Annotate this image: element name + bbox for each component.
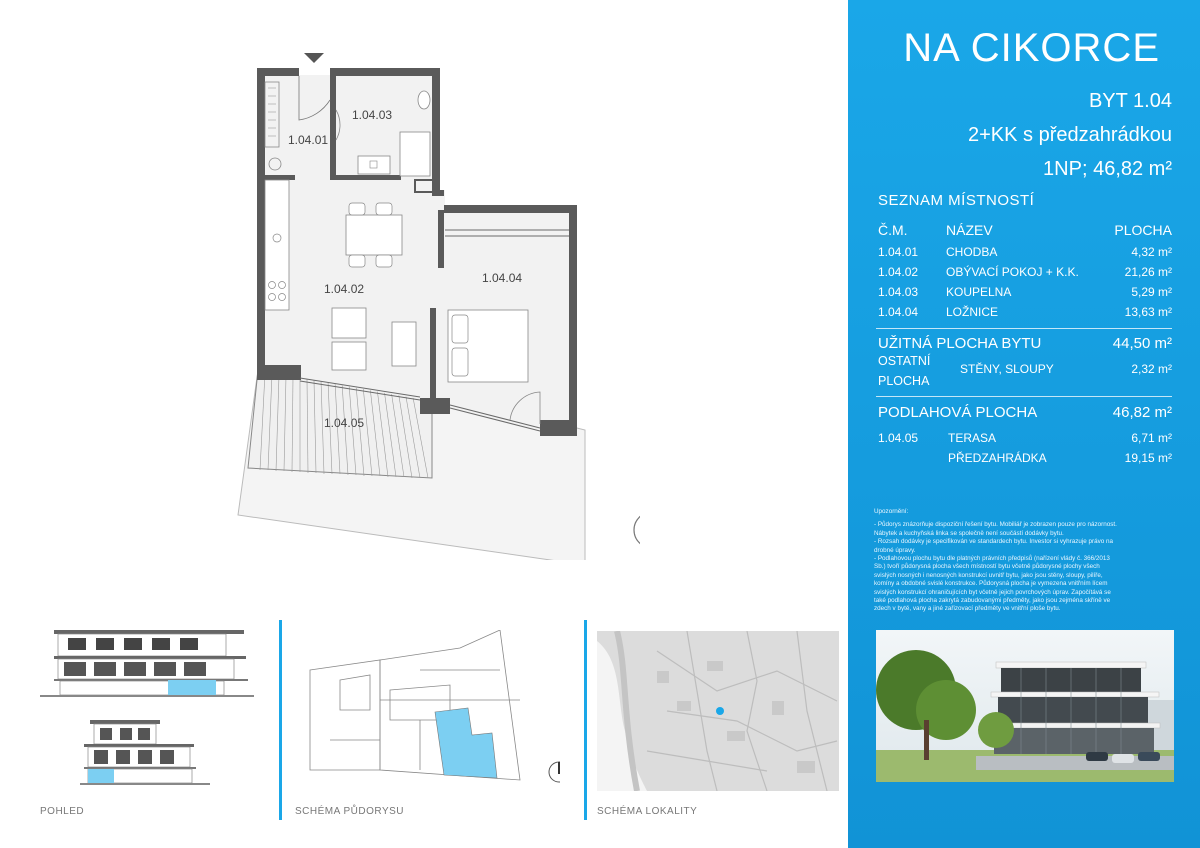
notes-line: svislých nosných i nenosných konstrukcí uvnitř bytu, jako jsou stěny, sloupy, pilíře,	[874, 571, 1103, 579]
rooms-table-header	[878, 222, 1172, 242]
notes-line: - Podlahovou plochu bytu dle platných právních předpisů (nařízení vlády č. 366/2013	[874, 555, 1110, 563]
room-id: 1.04.01	[878, 245, 919, 259]
kitchen-counter	[265, 180, 289, 310]
unit-highlight-elevation-side	[88, 769, 114, 783]
room-name: KOUPELNA	[946, 285, 1012, 299]
unit-type: 2+KK s předzahrádkou	[967, 124, 1172, 146]
floor-area-value: 46,82 m²	[1112, 404, 1172, 421]
room-name: CHODBA	[946, 245, 998, 259]
shower	[400, 132, 430, 176]
locality-map	[597, 631, 839, 791]
extra-row	[878, 431, 1172, 449]
notes	[874, 508, 1174, 614]
other-area-value: 2,32 m²	[1131, 362, 1172, 376]
extra-row	[878, 451, 1172, 469]
double-bed	[448, 310, 528, 382]
room-row	[878, 305, 1172, 323]
unit-highlight-elevation	[168, 680, 216, 695]
notes-line: - Půdorys znázorňuje dispoziční řešení bytu. Mobiliář je zobrazen pouze pro názornost.	[874, 521, 1117, 529]
extra-area: 19,15 m²	[1124, 451, 1172, 465]
extra-name: PŘEDZAHRÁDKA	[948, 451, 1047, 465]
label-room-1-04-02: 1.04.02	[324, 282, 365, 296]
location-marker-icon	[716, 707, 724, 715]
room-name: LOŽNICE	[946, 305, 999, 319]
label-room-1-04-05: 1.04.05	[324, 416, 365, 430]
entrance-arrow	[304, 53, 324, 63]
project-title: NA CIKORCE	[903, 26, 1160, 70]
north-arrow-small-icon	[549, 762, 560, 782]
room-name: OBÝVACÍ POKOJ + K.K.	[946, 265, 1079, 279]
floor-area-row	[878, 404, 1172, 424]
notes-line: Nábytek a kuchyňská linka se společně není součástí dodávky bytu.	[874, 529, 1064, 537]
col-area: PLOCHA	[1114, 222, 1172, 238]
extra-id: 1.04.05	[878, 431, 919, 445]
other-area-label-2: PLOCHA	[878, 374, 930, 388]
notes-line: svislých konstrukcí ohraničujících byt včetně jejich povrchových úprav. Započítává se	[874, 588, 1111, 596]
room-row	[878, 245, 1172, 263]
unit-highlight-plan	[435, 708, 497, 778]
elevation-view	[40, 620, 260, 795]
divider-floor-scheme	[279, 620, 282, 820]
notes-line: Sb.) tvoří půdorysná plocha všech místností bytu včetně půdorysné plochy všech	[874, 563, 1100, 571]
room-id: 1.04.03	[878, 285, 919, 299]
washbasin	[358, 156, 390, 174]
notes-line: zdech v bytě, vany a jiné zařizovací předměty ve vnitřní ploše bytu.	[874, 605, 1061, 613]
armchair	[332, 342, 366, 370]
armchair	[332, 308, 366, 338]
label-room-1-04-01: 1.04.01	[288, 133, 329, 147]
notes-line: komíny a obdobné svislé konstrukce. Půdorysná plocha je vymezena vnitřním lícem	[874, 580, 1108, 588]
room-area: 5,29 m²	[1131, 285, 1172, 299]
other-area-label-1: OSTATNÍ	[878, 354, 931, 368]
usable-area-value: 44,50 m²	[1112, 335, 1172, 352]
usable-area-label: UŽITNÁ PLOCHA BYTU	[878, 335, 1042, 352]
rooms-section-title: SEZNAM MÍSTNOSTÍ	[878, 192, 1035, 209]
unit-floor-area: 1NP; 46,82 m²	[1043, 158, 1172, 180]
col-name: NÁZEV	[946, 222, 993, 238]
divider	[876, 396, 1172, 397]
floor-plan	[220, 40, 640, 560]
col-id: Č.M.	[878, 222, 908, 238]
building-render	[876, 630, 1174, 782]
room-area: 4,32 m²	[1131, 245, 1172, 259]
divider-locality	[584, 620, 587, 820]
notes-title: Upozornění:	[874, 508, 909, 515]
room-area: 21,26 m²	[1124, 265, 1172, 279]
room-area: 13,63 m²	[1124, 305, 1172, 319]
extra-name: TERASA	[948, 431, 997, 445]
other-area-name: STĚNY, SLOUPY	[960, 362, 1054, 376]
unit-title: BYT 1.04	[1088, 90, 1172, 112]
other-area-row	[878, 354, 1172, 390]
notes-line: drobné úpravy.	[874, 546, 916, 554]
caption-floor-scheme: SCHÉMA PŮDORYSU	[295, 806, 405, 817]
coffee-table	[392, 322, 416, 366]
caption-view: POHLED	[40, 806, 85, 817]
label-room-1-04-03: 1.04.03	[352, 108, 393, 122]
usable-area-row	[878, 335, 1172, 355]
divider	[876, 328, 1172, 329]
dining-table	[346, 215, 402, 255]
notes-line: - Rozsah dodávky je specifikován ve standardech bytu. Investor si vyhrazuje právo na	[874, 538, 1114, 546]
info-sidebar	[848, 0, 1200, 848]
toilet	[418, 91, 430, 109]
floor-scheme	[300, 630, 560, 790]
north-arrow-icon	[634, 512, 640, 548]
room-id: 1.04.02	[878, 265, 919, 279]
room-row	[878, 285, 1172, 303]
floor-area-label: PODLAHOVÁ PLOCHA	[878, 404, 1038, 421]
room-row	[878, 265, 1172, 283]
room-id: 1.04.04	[878, 305, 919, 319]
caption-locality-scheme: SCHÉMA LOKALITY	[597, 806, 698, 817]
label-room-1-04-04: 1.04.04	[482, 271, 523, 285]
notes-line: také podlahová plocha zakrytá zabudovanými předměty, jako jsou zejména skříně ve	[874, 597, 1111, 605]
extra-area: 6,71 m²	[1131, 431, 1172, 445]
